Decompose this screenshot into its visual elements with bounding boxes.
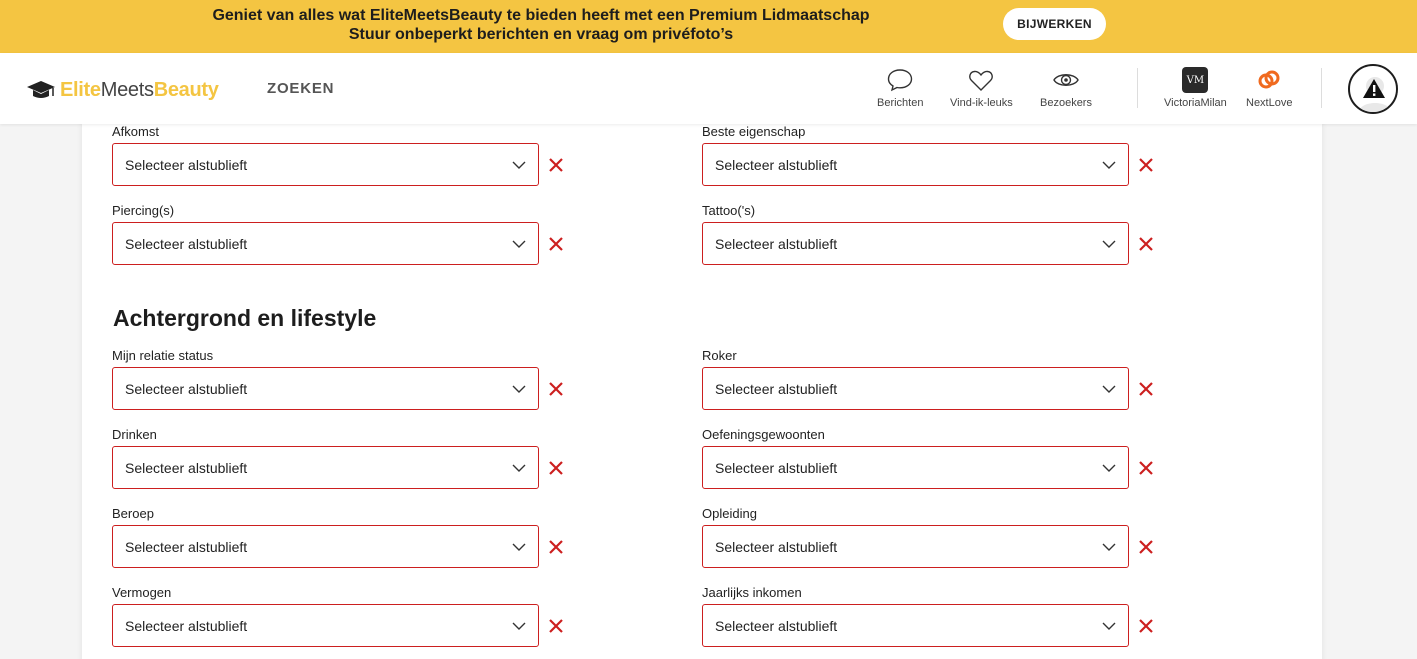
avatar[interactable] xyxy=(1348,64,1398,114)
select-value: Selecteer alstublieft xyxy=(125,459,248,476)
clear-icon[interactable] xyxy=(548,618,564,634)
promo-banner xyxy=(0,0,1417,53)
field-label: Drinken xyxy=(112,427,157,442)
field-label: Jaarlijks inkomen xyxy=(702,585,802,600)
nav-messages[interactable]: Berichten xyxy=(877,67,923,109)
speech-bubble-icon xyxy=(886,67,914,93)
promo-line-2: Stuur onbeperkt berichten en vraag om privéfoto’s xyxy=(348,26,734,43)
clear-icon[interactable] xyxy=(548,539,564,555)
site-header xyxy=(0,53,1417,124)
field-label: Mijn relatie status xyxy=(112,348,214,363)
field-vermogen xyxy=(112,584,572,647)
field-beste-eigenschap xyxy=(702,123,1162,186)
heart-icon xyxy=(967,67,995,93)
vermogen-select[interactable] xyxy=(112,604,539,647)
afkomst-select[interactable] xyxy=(112,143,539,186)
field-label: Beroep xyxy=(112,506,154,521)
clear-icon[interactable] xyxy=(1138,460,1154,476)
field-label: Tattoo('s) xyxy=(702,203,756,218)
relatie-status-select[interactable] xyxy=(112,367,539,410)
nav-visitors[interactable]: Bezoekers xyxy=(1040,67,1092,109)
graduation-cap-icon xyxy=(26,79,56,101)
select-value: Selecteer alstublieft xyxy=(125,380,248,397)
oefeningsgewoonten-select[interactable] xyxy=(702,446,1129,489)
select-value: Selecteer alstublieft xyxy=(715,538,838,555)
nav-nextlove[interactable]: NextLove xyxy=(1246,67,1292,109)
jaarlijks-inkomen-select[interactable] xyxy=(702,604,1129,647)
field-label: Opleiding xyxy=(702,506,757,521)
select-value: Selecteer alstublieft xyxy=(125,156,248,173)
chevron-down-icon xyxy=(512,240,526,248)
field-relatie-status xyxy=(112,347,572,410)
chevron-down-icon xyxy=(512,622,526,630)
field-piercings xyxy=(112,202,572,265)
clear-icon[interactable] xyxy=(1138,236,1154,252)
opleiding-select[interactable] xyxy=(702,525,1129,568)
chevron-down-icon xyxy=(1102,622,1116,630)
clear-icon[interactable] xyxy=(1138,381,1154,397)
field-label: Vermogen xyxy=(112,585,172,600)
clear-icon[interactable] xyxy=(548,460,564,476)
field-drinken xyxy=(112,426,572,489)
chevron-down-icon xyxy=(512,464,526,472)
field-afkomst xyxy=(112,123,572,186)
clear-icon[interactable] xyxy=(548,236,564,252)
clear-icon[interactable] xyxy=(1138,539,1154,555)
select-value: Selecteer alstublieft xyxy=(715,235,838,252)
site-logo[interactable] xyxy=(26,75,219,105)
field-jaarlijks-inkomen xyxy=(702,584,1162,647)
field-oefeningsgewoonten xyxy=(702,426,1162,489)
select-value: Selecteer alstublieft xyxy=(715,156,838,173)
warning-avatar-icon xyxy=(1350,66,1398,114)
field-label: Oefeningsgewoonten xyxy=(702,427,825,442)
roker-select[interactable] xyxy=(702,367,1129,410)
chevron-down-icon xyxy=(1102,464,1116,472)
tattoos-select[interactable] xyxy=(702,222,1129,265)
beroep-select[interactable] xyxy=(112,525,539,568)
upgrade-button[interactable]: BIJWERKEN xyxy=(1003,8,1106,40)
piercings-select[interactable] xyxy=(112,222,539,265)
section-title-background-lifestyle: Achtergrond en lifestyle xyxy=(113,305,377,331)
chevron-down-icon xyxy=(1102,385,1116,393)
chevron-down-icon xyxy=(512,543,526,551)
field-label: Roker xyxy=(702,348,737,363)
clear-icon[interactable] xyxy=(1138,157,1154,173)
select-value: Selecteer alstublieft xyxy=(125,538,248,555)
nextlove-logo-icon xyxy=(1255,67,1283,93)
logo-text: EliteMeetsBeauty xyxy=(60,78,219,101)
field-beroep xyxy=(112,505,572,568)
field-label: Afkomst xyxy=(112,124,159,139)
field-label: Beste eigenschap xyxy=(702,124,806,139)
clear-icon[interactable] xyxy=(1138,618,1154,634)
chevron-down-icon xyxy=(512,161,526,169)
chevron-down-icon xyxy=(512,385,526,393)
chevron-down-icon xyxy=(1102,240,1116,248)
field-roker xyxy=(702,347,1162,410)
select-value: Selecteer alstublieft xyxy=(715,617,838,634)
chevron-down-icon xyxy=(1102,161,1116,169)
beste-eigenschap-select[interactable] xyxy=(702,143,1129,186)
field-label: Piercing(s) xyxy=(112,203,175,218)
nav-likes[interactable]: Vind-ik-leuks xyxy=(950,67,1013,109)
select-value: Selecteer alstublieft xyxy=(715,380,838,397)
promo-text xyxy=(0,6,1082,44)
clear-icon[interactable] xyxy=(548,381,564,397)
promo-line-1: Geniet van alles wat EliteMeetsBeauty te bieden heeft met een Premium Lidmaatschap xyxy=(212,7,870,24)
chevron-down-icon xyxy=(1102,543,1116,551)
select-value: Selecteer alstublieft xyxy=(715,459,838,476)
nav-search-link[interactable]: ZOEKEN xyxy=(267,80,335,97)
field-opleiding xyxy=(702,505,1162,568)
select-value: Selecteer alstublieft xyxy=(125,235,248,252)
select-value: Selecteer alstublieft xyxy=(125,617,248,634)
field-tattoos xyxy=(702,202,1162,265)
drinken-select[interactable] xyxy=(112,446,539,489)
eye-icon xyxy=(1052,67,1080,93)
victoriamilan-logo-icon: VM xyxy=(1182,67,1208,93)
clear-icon[interactable] xyxy=(548,157,564,173)
header-divider xyxy=(1137,68,1138,108)
header-divider xyxy=(1321,68,1322,108)
nav-victoriamilan[interactable]: VM VictoriaMilan xyxy=(1164,67,1227,109)
